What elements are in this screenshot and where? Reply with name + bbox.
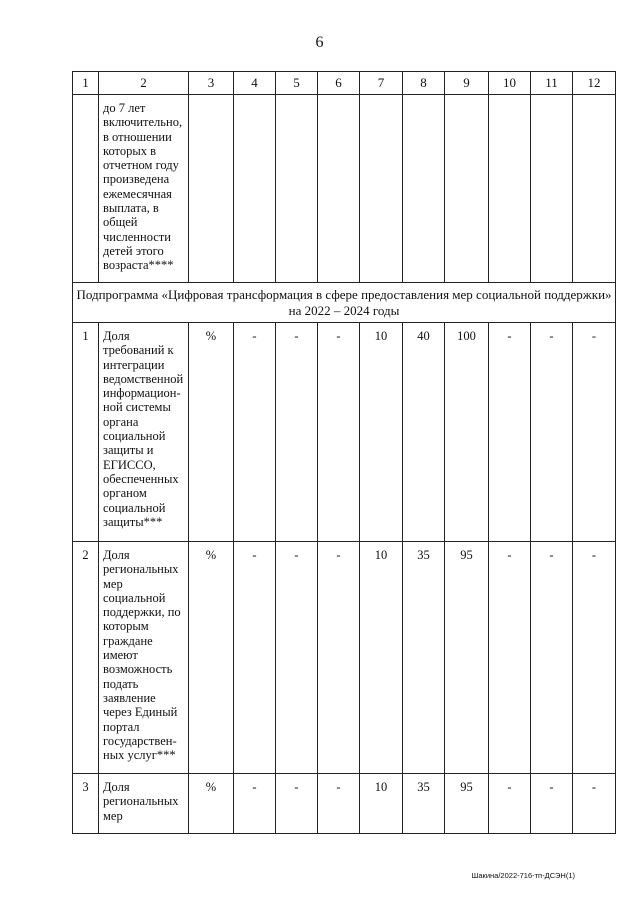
column-header: 10 xyxy=(489,72,531,95)
column-header: 7 xyxy=(360,72,403,95)
value-cell: 35 xyxy=(403,542,445,774)
page-number: 6 xyxy=(315,34,324,51)
column-header: 11 xyxy=(531,72,573,95)
value-cell: - xyxy=(276,323,318,542)
table-row xyxy=(73,542,616,774)
value-cell: 40 xyxy=(403,323,445,542)
document-footer-code: Шакина/2022-716-тп-ДСЭН(1) xyxy=(471,871,575,880)
value-cell: - xyxy=(489,774,531,834)
column-header: 9 xyxy=(445,72,489,95)
unit-cell: % xyxy=(189,542,234,774)
table-row xyxy=(73,774,616,834)
value-cell: - xyxy=(234,542,276,774)
value-cell: - xyxy=(276,542,318,774)
value-cell: - xyxy=(573,774,616,834)
value-cell: - xyxy=(531,542,573,774)
column-header: 1 xyxy=(73,72,99,95)
value-cell: - xyxy=(318,323,360,542)
value-cell: 35 xyxy=(403,774,445,834)
value-cell: - xyxy=(234,774,276,834)
value-cell: - xyxy=(276,774,318,834)
value-cell: 100 xyxy=(445,323,489,542)
column-header: 3 xyxy=(189,72,234,95)
column-header: 12 xyxy=(573,72,616,95)
header-row xyxy=(73,72,616,95)
unit-cell: % xyxy=(189,323,234,542)
value-cell: 10 xyxy=(360,542,403,774)
column-header: 6 xyxy=(318,72,360,95)
value-cell: 10 xyxy=(360,774,403,834)
row-number: 2 xyxy=(73,542,99,774)
indicator-description: Доля региональных мер социальной поддержки, по которым граждане имеют возможность подать заявление через Единый портал государствен- ных услуг*** xyxy=(99,542,189,774)
value-cell: - xyxy=(234,323,276,542)
value-cell: - xyxy=(573,323,616,542)
row-number: 1 xyxy=(73,323,99,542)
column-header: 5 xyxy=(276,72,318,95)
table-row xyxy=(73,323,616,542)
column-header: 2 xyxy=(99,72,189,95)
column-header: 4 xyxy=(234,72,276,95)
value-cell: 95 xyxy=(445,542,489,774)
unit-cell: % xyxy=(189,774,234,834)
value-cell: - xyxy=(531,323,573,542)
value-cell: - xyxy=(531,774,573,834)
indicator-description: до 7 лет включительно, в отношении которых в отчетном году произведена ежемесячная выплата, в общей численности детей этого возраста**** xyxy=(99,95,189,283)
subprogram-title: Подпрограмма «Цифровая трансформация в сфере предоставления мер социальной поддержки» на 2022 – 2024 годы xyxy=(73,283,616,323)
value-cell: - xyxy=(573,542,616,774)
table-row-continued xyxy=(73,95,616,283)
row-number: 3 xyxy=(73,774,99,834)
indicator-description: Доля региональных мер xyxy=(99,774,189,834)
indicators-table xyxy=(72,71,616,834)
value-cell: - xyxy=(318,542,360,774)
value-cell: - xyxy=(489,323,531,542)
value-cell: - xyxy=(318,774,360,834)
subprogram-row xyxy=(73,283,616,323)
column-header: 8 xyxy=(403,72,445,95)
value-cell: 95 xyxy=(445,774,489,834)
value-cell: 10 xyxy=(360,323,403,542)
value-cell: - xyxy=(489,542,531,774)
indicator-description: Доля требований к интеграции ведомственной информацион- ной системы органа социальной защиты и ЕГИССО, обеспеченных органом социальной защиты*** xyxy=(99,323,189,542)
